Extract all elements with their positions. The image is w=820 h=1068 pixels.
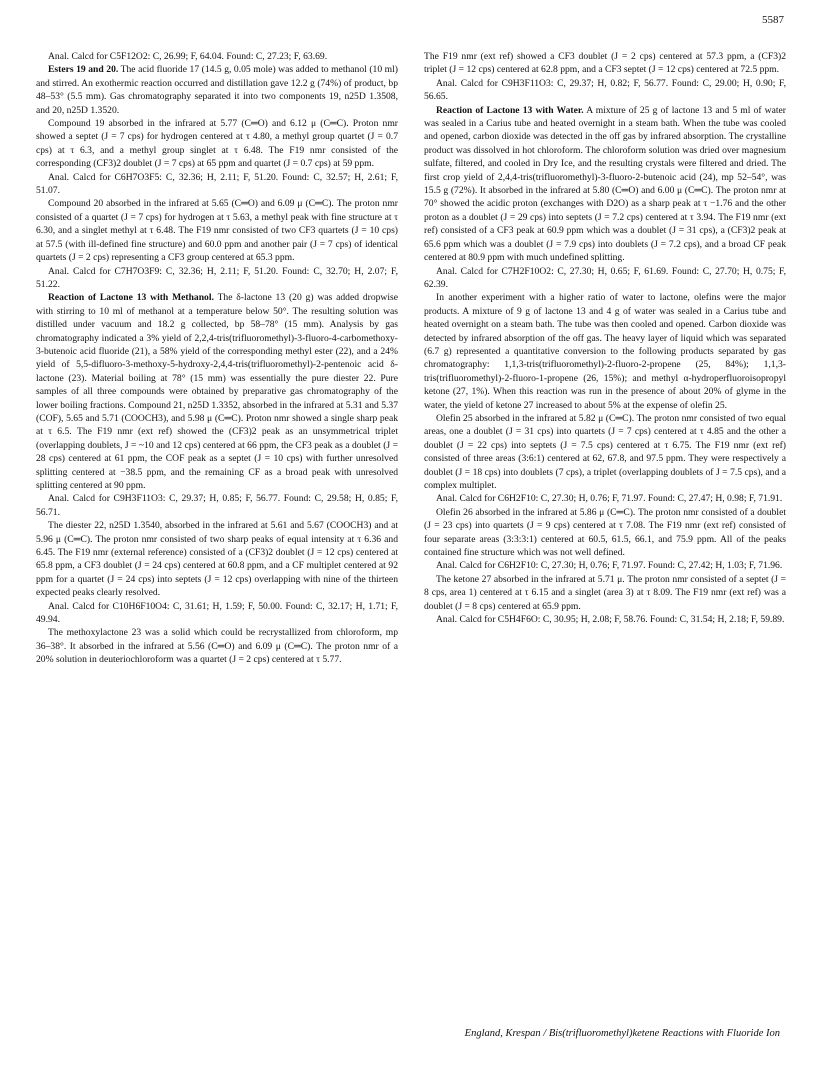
paragraph-text: The F19 nmr (ext ref) showed a CF3 doublet (J = 2 cps) centered at 57.3 ppm, a (CF3)2 triplet (J = 12 cps) centered at 62.8 ppm, and a CF3 septet (J = 12 cps) centered at 72.5 ppm. [424, 51, 786, 76]
section-heading: Esters 19 and 20. [48, 64, 119, 76]
paragraph [36, 600, 398, 627]
paragraph [36, 265, 398, 292]
paragraph-text: Anal. Calcd for C7H7O3F9: C, 32.36; H, 2.11; F, 51.20. Found: C, 32.70; H, 2.07; F, 51.22. [36, 265, 398, 290]
paragraph-text: A mixture of 25 g of lactone 13 and 5 ml of water was sealed in a Carius tube and heated overnight in a steam bath. When the tube was cooled and opened, carbon dioxide was detected in the off gas by infrared absorption. The crystalline product was dissolved in hot chloroform. The chloroform solution was dried over magnesium sulfate, filtered, and cooled in Dry Ice, and the resulting crystals were filtered and dried. The first crop yield of 2,4,4-tris(trifluoromethyl)-3-fluoro-2-butenoic acid (24), mp 52–54°, was 15.5 g (72%). It absorbed in the infrared at 5.80 (C═O) and 6.00 μ (C═C). The proton nmr at 70° showed the acidic proton (exchanges with D2O) as a sharp peak at τ −1.76 and the other proton as a doublet (J = 29 cps) into septets (J = 7.2 cps) centered at τ 3.94. The F19 nmr (ext ref) consisted of a CF3 peak at 60.9 ppm which was a doublet (J = 31 cps), a (CF3)2 peak at 65.6 ppm which was a doublet (J = 7.9 cps) into doublets (J = 7.2 cps), and a broad CF peak centered at 80.9 ppm with much undefined splitting. [424, 104, 786, 264]
paragraph [424, 291, 786, 412]
paragraph-text: Anal. Calcd for C10H6F10O4: C, 31.61; H, 1.59; F, 50.00. Found: C, 32.17; H, 1.71; F, 49.94. [36, 600, 398, 626]
paragraph-text: Anal. Calcd for C6H7O3F5: C, 32.36; H, 2.11; F, 51.20. Found: C, 32.57; H, 2.61; F, 51.07. [36, 171, 398, 197]
paragraph-text: The ketone 27 absorbed in the infrared at 5.71 μ. The proton nmr consisted of a septet (J = 8 cps, area 1) centered at τ 6.15 and a singlet (area 3) at τ 8.09. The F19 nmr (ext ref) was a doublet (J = 8 cps) centered at 65.9 ppm. [424, 573, 786, 612]
paragraph [36, 171, 398, 198]
paragraph [424, 412, 786, 492]
section-heading: Reaction of Lactone 13 with Methanol. [48, 292, 214, 304]
section-heading: Reaction of Lactone 13 with Water. [436, 104, 584, 116]
paragraph [424, 506, 786, 560]
paragraph-text: Compound 20 absorbed in the infrared at 5.65 (C═O) and 6.09 μ (C═C). The proton nmr consisted of a quartet (J = 7 cps) for hydrogen at τ 5.63, a methyl peak with fine structure at τ 6.30, and a singlet methyl at τ 6.48. The F19 nmr consisted of two CF3 quartets (J = 10 cps) at 57.5 (with ill-defined fine structure) and 60.0 ppm and another pair (J = 7 cps) of identical quartets (J = 2 cps) representing a CF3 group centered at 65.3 ppm. [36, 198, 398, 264]
paragraph [36, 117, 398, 171]
paragraph-text: Anal. Calcd for C6H2F10: C, 27.30; H, 0.76; F, 71.97. Found: C, 27.42; H, 1.03; F, 71.96. [436, 560, 783, 572]
paragraph-text: Anal. Calcd for C5F12O2: C, 26.99; F, 64.04. Found: C, 27.23; F, 63.69. [48, 51, 328, 62]
paragraph [424, 559, 786, 572]
paragraph [424, 265, 786, 292]
paragraph-text: The diester 22, n25D 1.3540, absorbed in the infrared at 5.61 and 5.67 (COOCH3) and at 5.96 μ (C═C). The proton nmr consisted of two sharp peaks of equal intensity at τ 6.36 and 6.45. The F19 nmr (external reference) consisted of a (CF3)2 doublet (J = 12 cps) centered at 65.8 ppm, a CF3 doublet (J = 24 cps) centered at 60.8 ppm, and a CF multiplet centered at 92 ppm for a quartet (J = 24 cps) into septets (J = 12 cps) overlapping with nine of the thirteen expected peaks clearly resolved. [36, 520, 398, 599]
paragraph [424, 573, 786, 613]
paragraph [36, 197, 398, 264]
paragraph-text: Anal. Calcd for C7H2F10O2: C, 27.30; H, 0.65; F, 61.69. Found: C, 27.70; H, 0.75; F, 62.39. [424, 265, 786, 290]
paragraph [36, 626, 398, 666]
paragraph-text: The methoxylactone 23 was a solid which could be recrystallized from chloroform, mp 36–38°. It absorbed in the infrared at 5.56 (C═O) and 6.09 μ (C═C). The proton nmr of a 20% solution in deuteriochloroform was a quartet (J = 2 cps) centered at τ 5.77. [36, 627, 398, 666]
paragraph-text: Anal. Calcd for C9H3F11O3: C, 29.37; H, 0.85; F, 56.77. Found: C, 29.58; H, 0.85; F, 56.71. [36, 493, 398, 518]
right-column [424, 50, 786, 626]
paragraph [36, 63, 398, 117]
running-footer: England, Krespan / Bis(trifluoromethyl)ketene Reactions with Fluoride Ion [464, 1028, 780, 1039]
paragraph [36, 492, 398, 519]
paragraph [424, 104, 786, 265]
paragraph [424, 77, 786, 104]
paragraph-text: The acid fluoride 17 (14.5 g, 0.05 mole) was added to methanol (10 ml) and stirred. An exothermic reaction occurred and distillation gave 12.2 g (74%) of product, bp 48–53° (5.5 mm). Gas chromatography separated it into two components 19, n25D 1.3508, and 20, n25D 1.3520. [36, 64, 398, 116]
paragraph [424, 613, 786, 626]
paragraph-text: Anal. Calcd for C6H2F10: C, 27.30; H, 0.76; F, 71.97. Found: C, 27.47; H, 0.98; F, 71.91. [436, 493, 783, 505]
paragraph [424, 50, 786, 77]
paragraph-text: Anal. Calcd for C9H3F11O3: C, 29.37; H, 0.82; F, 56.77. Found: C, 29.00; H, 0.90; F, 56.65. [424, 77, 786, 103]
left-column [36, 50, 398, 667]
paragraph-text: In another experiment with a higher ratio of water to lactone, olefins were the major products. A mixture of 9 g of lactone 13 and 4 g of water was sealed in a Carius tube and heated overnight on a steam bath. The tube was then cooled and opened. Carbon dioxide was detected by infrared absorption of the off gas. The heavy layer of liquid which was separated (6.7 g) represented a quantitative conversion to the following products separated by gas chromatography: 1,1,3-tris(trifluoromethyl)-2-fluoro-2-propene (25, 84%); 1,1,3-tris(trifluoromethyl)-2-fluoro-1-propene (26, 15%); and methyl α-hydroperfluoroisopropyl ketone (27, 1%). When this reaction was run in the presence of about 20% of glyme in the water, the yield of ketone 27 increased to about 5% at the expense of olefin 25. [424, 292, 786, 411]
paragraph [36, 50, 398, 63]
paragraph [36, 291, 398, 492]
paragraph-text: Anal. Calcd for C5H4F6O: C, 30.95; H, 2.08; F, 58.76. Found: C, 31.54; H, 2.18; F, 59.89. [436, 614, 785, 626]
paragraph-text: Olefin 25 absorbed in the infrared at 5.82 μ (C═C). The proton nmr consisted of two equal areas, one a doublet (J = 31 cps) into quartets (J = 7 cps) centered at τ 4.85 and the other a doublet (J = 22 cps) into septets (J = 7.5 cps) centered at τ 6.75. The F19 nmr (ext ref) consisted of three areas (3:6:1) centered at 62, 67.8, and 97.5 ppm. They were respectively a doublet (J = 18 cps) into doublets (7 cps), a triplet (overlapping doublets of J = 7.5 cps), and a complex multiplet. [424, 412, 786, 491]
paragraph-text: Compound 19 absorbed in the infrared at 5.77 (C═O) and 6.12 μ (C═C). Proton nmr showed a septet (J = 7 cps) for hydrogen centered at τ 4.80, a methyl group quartet (J = 0.7 cps) at τ 6.3, and a methyl group singlet at τ 6.48. The F19 nmr consisted of the corresponding (CF3)2 doublet (J = 7 cps) at 65 ppm and quartet (J = 0.7 cps) at 59 ppm. [36, 118, 398, 170]
paragraph [424, 492, 786, 505]
page-number: 5587 [762, 14, 784, 26]
paragraph [36, 519, 398, 599]
paragraph-text: The δ-lactone 13 (20 g) was added dropwise with stirring to 10 ml of methanol at a temperature below 50°. The resulting solution was distilled under vacuum and 18.2 g collected, bp 58–78° (15 mm). Analysis by gas chromatography indicated a 3% yield of 2,2,4-tris(trifluoromethyl)-3-fluoro-4-carbomethoxy-3-butenoic acid fluoride (21), a 58% yield of the corresponding methyl ester (22), and a 24% yield of 5,5-difluoro-3-methoxy-5-hydroxy-2,4,4-tris(trifluoromethyl)-2-pentenoic acid δ-lactone (23). Material boiling at 78° (15 mm) was essentially the pure diester 22. Pure samples of all three compounds were obtained by preparative gas chromatography of the lower boiling fractions. Compound 21, n25D 1.3352, absorbed in the infrared at 5.31 and 5.37 (COF), 5.65 and 5.71 (COOCH3), and 5.98 μ (C═C). Proton nmr showed a single sharp peak at τ 6.5. The F19 nmr (ext ref) showed the (CF3)2 peak as an unsymmetrical triplet (overlapping doublets, J = ~10 and 12 cps) centered at 66 ppm, the CF3 peak as a doublet (J = 28 cps) centered at 61 ppm, the COF peak as a septet (J = 10 cps) with further unresolved splitting centered at −38.5 ppm, and the remaining CF as a broad peak with unresolved splitting centered at 90 ppm. [36, 292, 399, 491]
paragraph-text: Olefin 26 absorbed in the infrared at 5.86 μ (C═C). The proton nmr consisted of a doublet (J = 23 cps) into quartets (J = 9 cps) centered at τ 7.08. The F19 nmr (ext ref) consisted of four separate areas (3:3:3:1) centered at 60.5, 61.5, 66.1, and 75.9 ppm. All of the peaks contained fine structure which was not well defined. [424, 506, 786, 559]
